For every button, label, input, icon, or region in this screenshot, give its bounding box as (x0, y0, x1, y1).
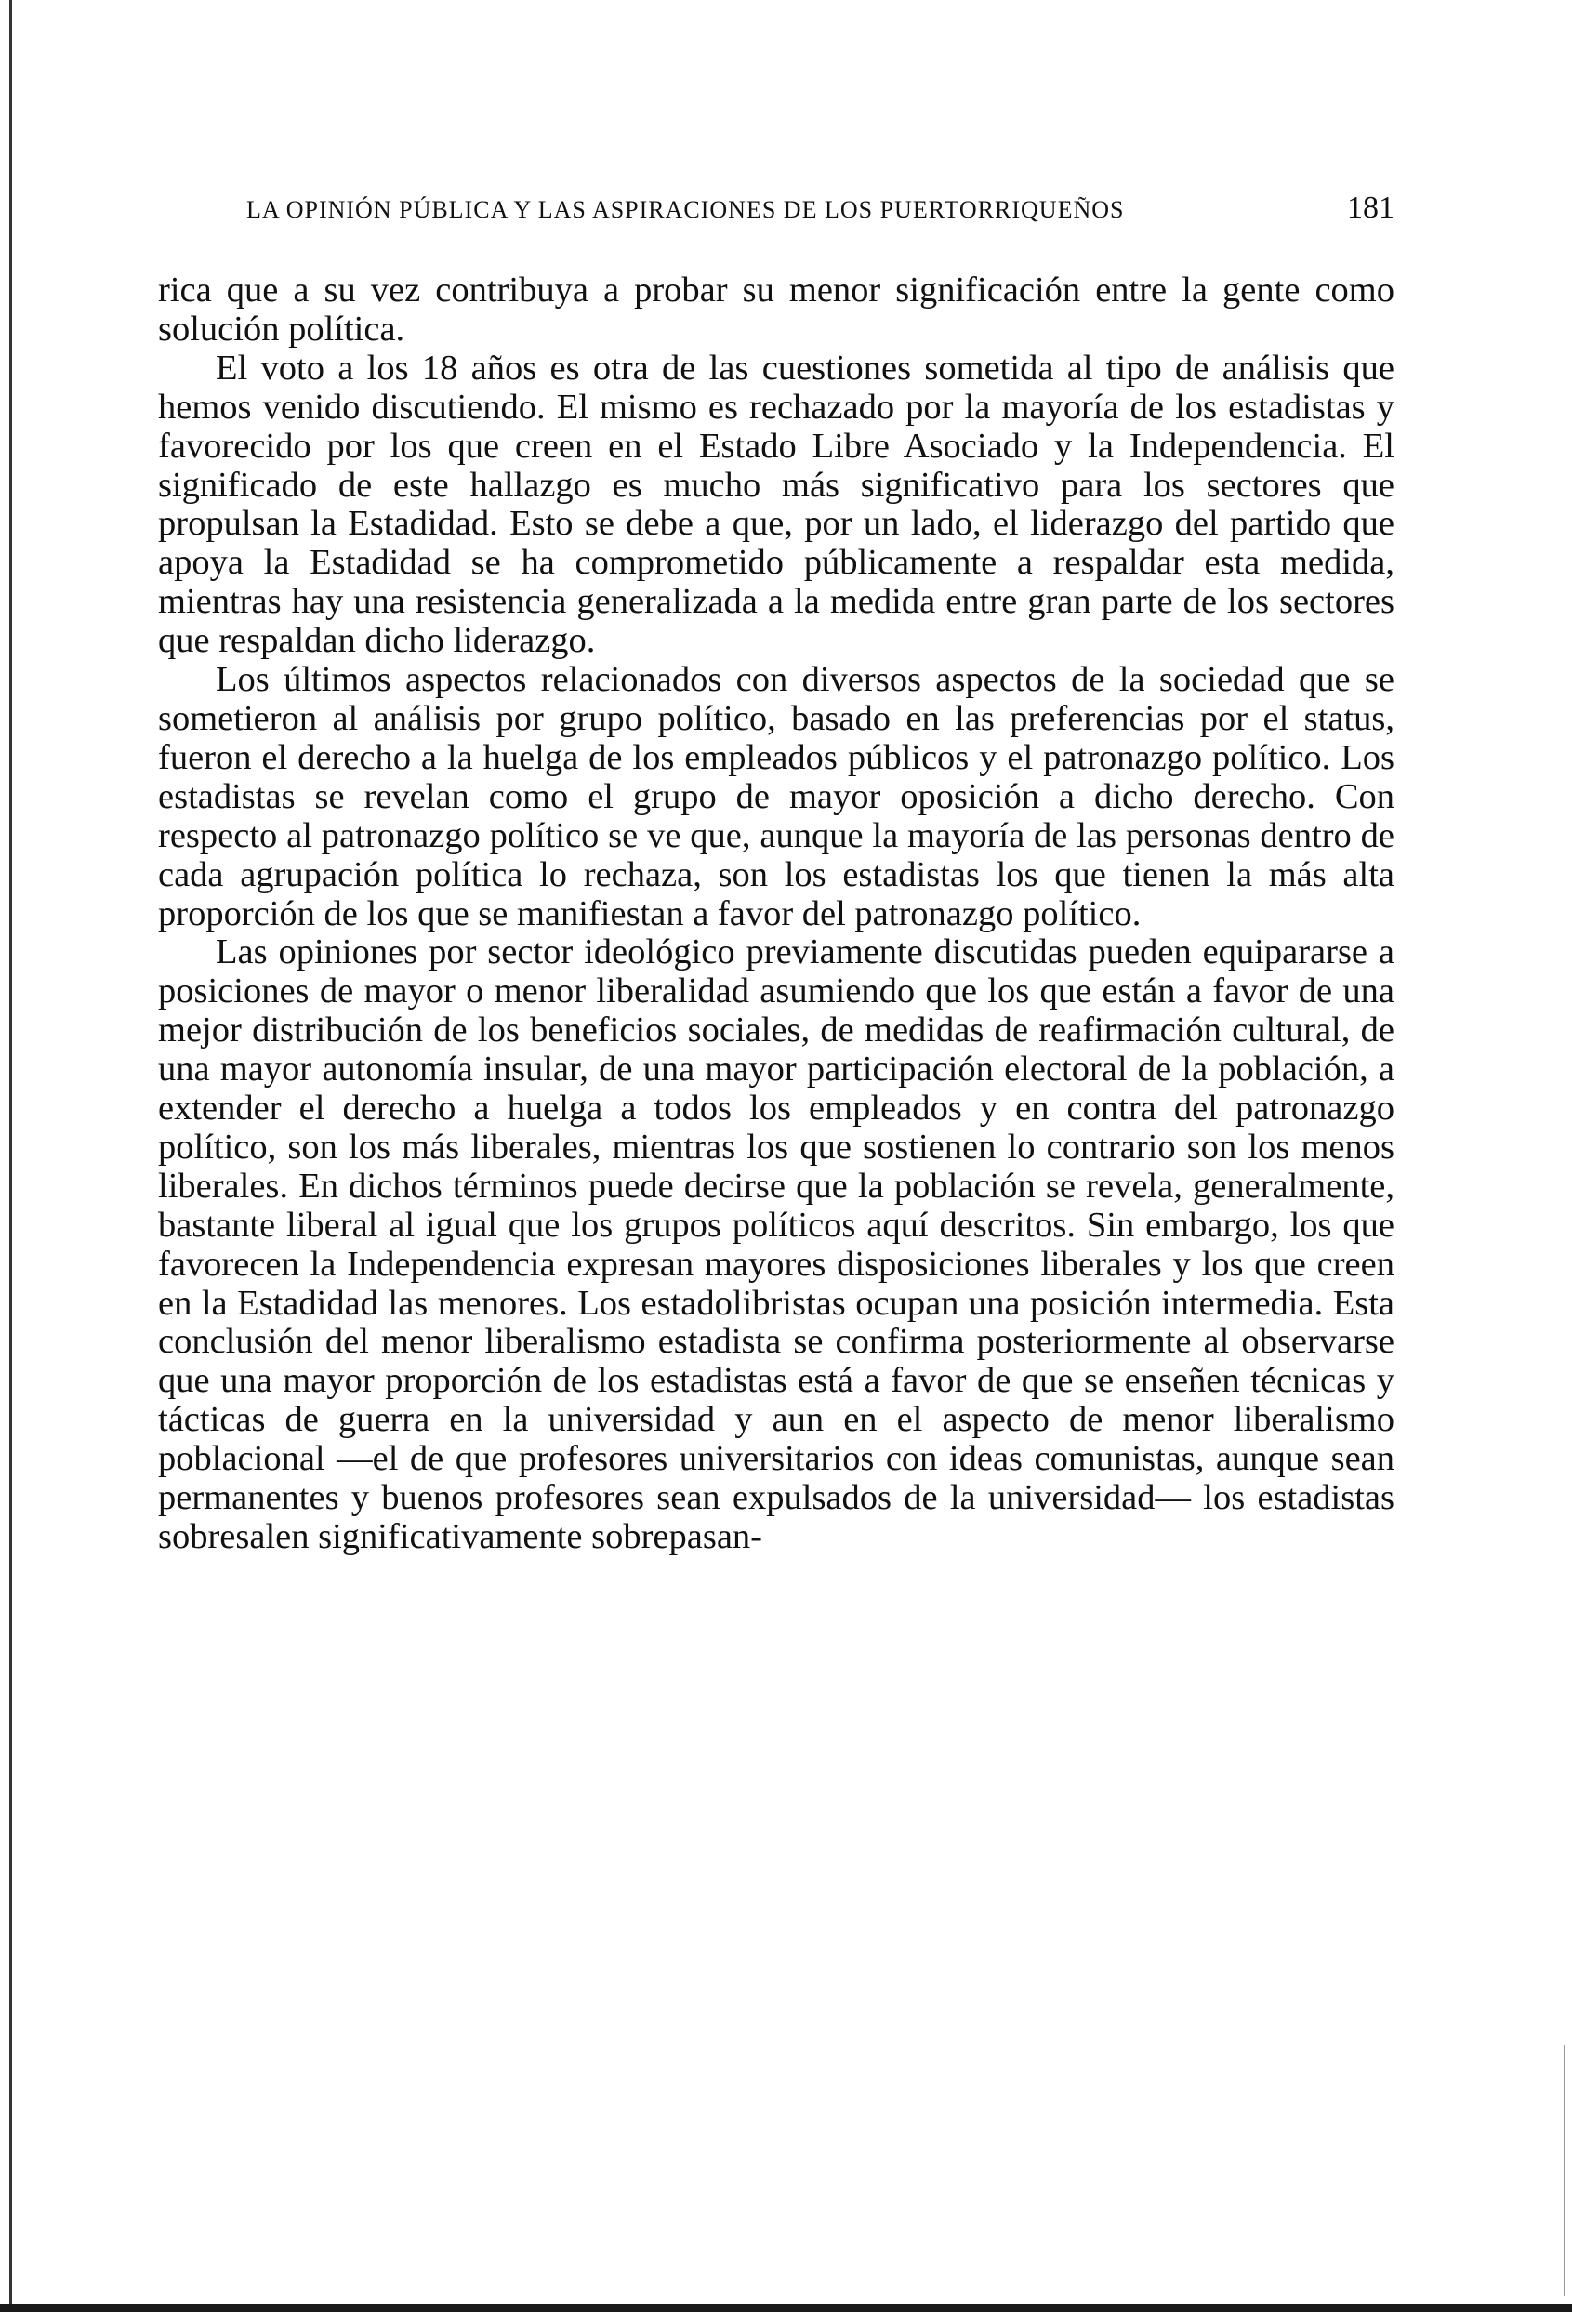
paragraph: El voto a los 18 años es otra de las cuestiones sometida al tipo de análisis que hemos venido discutiendo. El mismo es rechazado por la mayoría de los estadistas y favorecido por los que creen en el Estado Libre Asociado y la Independencia. El significado de este hallazgo es mucho más significativo para los sectores que propulsan la Estadidad. Esto se debe a que, por un lado, el liderazgo del partido que apoya la Estadidad se ha comprometido públicamente a respaldar esta medida, mientras hay una resistencia generalizada a la medida entre gran parte de los sectores que respaldan dicho liderazgo. (158, 348, 1394, 661)
page-bottom-edge (0, 2304, 1572, 2312)
paragraph: Los últimos aspectos relacionados con diversos aspectos de la sociedad que se sometieron al análisis por grupo político, basado en las preferencias por el status, fueron el derecho a la huelga de los empleados públicos y el patronazgo político. Los estadistas se revelan como el grupo de mayor oposición a dicho derecho. Con respecto al patronazgo político se ve que, aunque la mayoría de las personas dentro de cada agrupación política lo rechaza, son los estadistas los que tienen la más alta proporción de los que se manifiestan a favor del patronazgo político. (158, 660, 1394, 933)
page-header (246, 191, 1394, 237)
page-right-edge (1564, 2045, 1565, 2296)
page-left-edge (9, 0, 12, 2305)
paragraph: rica que a su vez contribuya a probar su menor significación entre la gente como solución política. (158, 271, 1394, 349)
page-number: 181 (1347, 191, 1394, 225)
body-text (158, 271, 1394, 1557)
paragraph: Las opiniones por sector ideológico previamente discutidas pueden equipararse a posiciones de mayor o menor liberalidad asumiendo que los que están a favor de una mejor distribución de los beneficios sociales, de medidas de reafirmación cultural, de una mayor autonomía insular, de una mayor participación electoral de la población, a extender el derecho a huelga a todos los empleados y en contra del patronazgo político, son los más liberales, mientras los que sostienen lo contrario son los menos liberales. En dichos términos puede decirse que la población se revela, generalmente, bastante liberal al igual que los grupos políticos aquí descritos. Sin embargo, los que favorecen la Independencia expresan mayores disposiciones liberales y los que creen en la Estadidad las menores. Los estadolibristas ocupan una posición intermedia. Esta conclusión del menor liberalismo estadista se confirma posteriormente al observarse que una mayor proporción de los estadistas está a favor de que se enseñen técnicas y tácticas de guerra en la universidad y aun en el aspecto de menor liberalismo poblacional —el de que profesores universitarios con ideas comunistas, aunque sean permanentes y buenos profesores sean expulsados de la universidad— los estadistas sobresalen significativamente sobrepasan- (158, 932, 1394, 1556)
running-head: LA OPINIÓN PÚBLICA Y LAS ASPIRACIONES DE LOS PUERTORRIQUEÑOS (246, 196, 1125, 223)
